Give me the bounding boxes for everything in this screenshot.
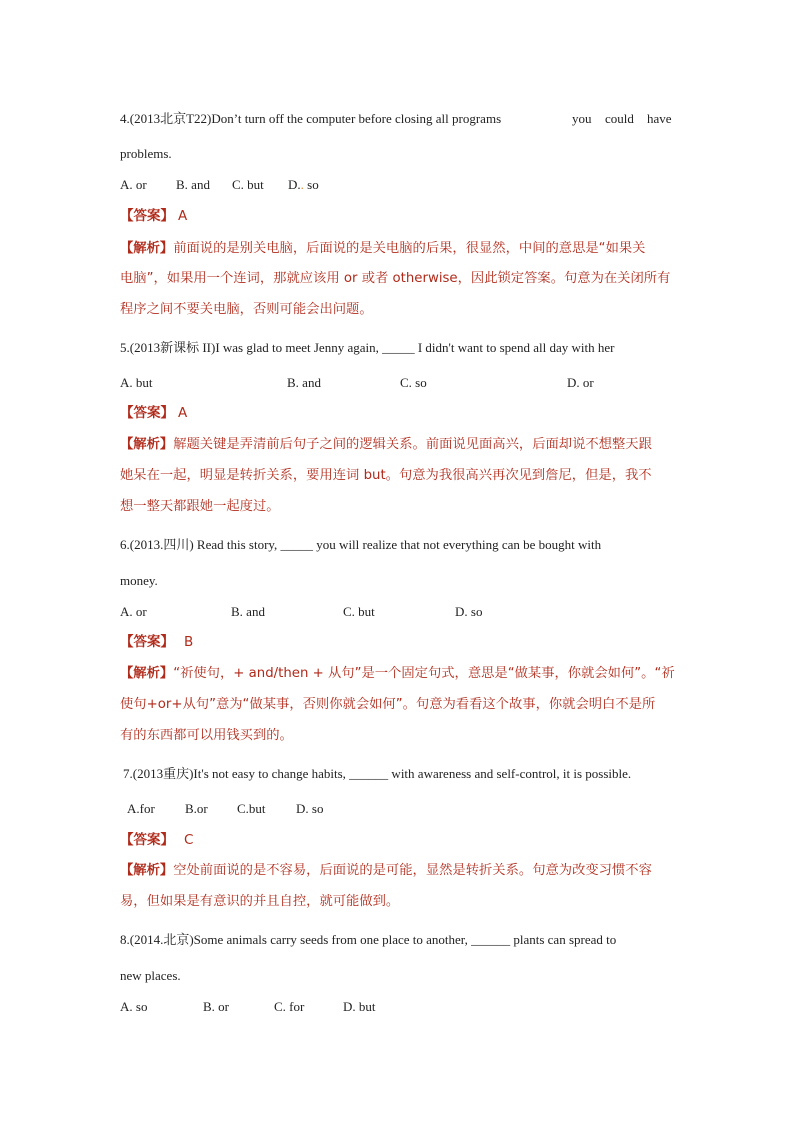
question-5-stem: 5.(2013新课标 II)I was glad to meet Jenny again, _____ I didn't want to spend all day with her [120,340,615,355]
option-c: C.but [237,801,266,816]
option-a: A. but [120,375,153,390]
answer-value: B [184,634,194,650]
analysis-label: 【解析】 [120,863,174,878]
option-d-mark: . [300,177,304,192]
answer-value: A [178,208,188,224]
option-d: D. but [343,999,376,1014]
analysis-line [120,862,676,880]
option-d: D. so [455,604,483,619]
question-8-stem: 8.(2014.北京)Some animals carry seeds from one place to another, ______ plants can spread to [120,932,617,947]
question-4-stem-text: 4.(2013北京T22)Don’t turn off the computer before closing all programs [120,111,502,126]
analysis-text: 解题关键是弄清前后句子之间的逻辑关系。前面说见面高兴，后面却说不想整天跟 [173,437,652,452]
option-a: A. or [120,177,147,192]
answer-line [120,633,193,651]
option-b: B. or [203,999,229,1014]
question-4-stem [120,110,676,128]
question-8-stem-cont: new places. [120,968,181,983]
analysis-line: 想一整天都跟她一起度过。 [120,499,280,514]
option-b: B. and [176,177,210,192]
analysis-line [120,436,676,454]
answer-label: 【答案】 [120,832,174,848]
analysis-text: 空处前面说的是不容易，后面说的是可能，显然是转折关系。句意为改变习惯不容 [173,863,652,878]
answer-label: 【答案】 [120,208,174,224]
analysis-line: 有的东西都可以用钱买到的。 [120,728,293,743]
question-6-stem: 6.(2013.四川) Read this story, _____ you will realize that not everything can be bought with [120,537,602,552]
option-d-text: so [307,177,319,192]
analysis-label: 【解析】 [120,666,174,681]
option-d: D. so [296,801,324,816]
answer-label: 【答案】 [120,405,174,421]
answer-label: 【答案】 [120,634,174,650]
question-4-stem-cont: problems. [120,146,172,161]
option-a: A. or [120,604,147,619]
analysis-label: 【解析】 [120,437,174,452]
analysis-text: “祈使句，+ and/then + 从句”是一个固定句式，意思是“做某事，你就会如何”。“祈 [173,666,675,681]
analysis-line [120,665,676,683]
question-6-stem-cont: money. [120,573,158,588]
option-c: C. for [274,999,305,1014]
option-a: A. so [120,999,148,1014]
option-d-letter: D. [288,177,301,192]
option-d [288,176,319,194]
option-b: B. and [287,375,321,390]
analysis-line: 电脑”，如果用一个连词，那就应该用 or 或者 otherwise，因此锁定答案。句意为在关闭所有 [120,271,671,286]
analysis-label: 【解析】 [120,241,174,256]
answer-line [120,831,193,849]
analysis-line: 程序之间不要关电脑，否则可能会出问题。 [120,302,373,317]
question-4-word: you [572,111,592,126]
answer-line [120,207,187,225]
option-d: D. or [567,375,594,390]
answer-value: C [184,832,194,848]
option-b: B.or [185,801,208,816]
analysis-line: 使句+or+从句”意为“做某事，否则你就会如何”。句意为看看这个故事，你就会明白不是所 [120,697,656,712]
option-b: B. and [231,604,265,619]
question-4-word: have [647,111,672,126]
analysis-line [120,240,676,258]
option-c: C. but [343,604,375,619]
analysis-text: 前面说的是别关电脑，后面说的是关电脑的后果，很显然，中间的意思是“如果关 [173,241,646,256]
answer-value: A [178,405,188,421]
analysis-line: 易，但如果是有意识的并且自控，就可能做到。 [120,894,400,909]
option-c: C. so [400,375,427,390]
option-c: C. but [232,177,264,192]
analysis-line: 她呆在一起，明显是转折关系，要用连词 but。句意为我很高兴再次见到詹尼，但是，我不 [120,468,652,483]
answer-line [120,404,187,422]
question-4-word: could [605,111,634,126]
option-a: A.for [127,801,155,816]
question-7-stem: 7.(2013重庆)It's not easy to change habits, ______ with awareness and self-control, it is possible. [123,766,632,781]
